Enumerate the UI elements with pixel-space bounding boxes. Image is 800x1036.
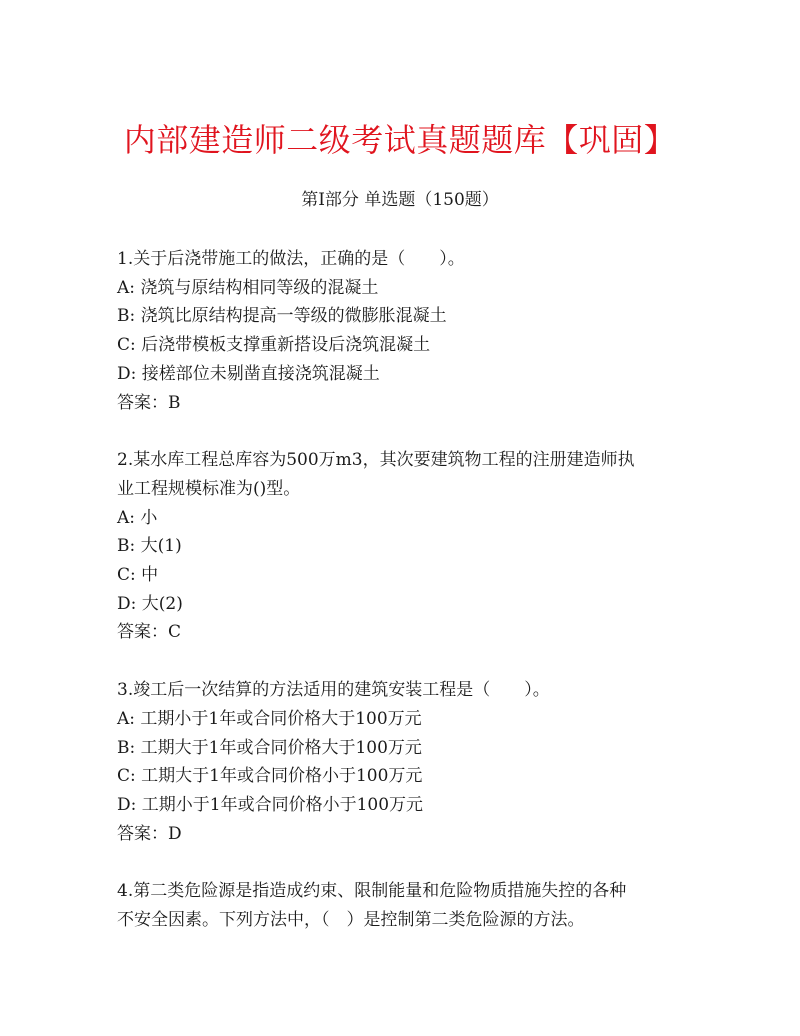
question-list — [117, 245, 697, 964]
question-stem-line-1: 2.某水库工程总库容为500万m3，其次要建筑物工程的注册建造师执 — [117, 450, 635, 471]
answer: 答案：B — [117, 392, 181, 413]
question-stem-line-2: 业工程规模标准为()型。 — [117, 478, 301, 499]
option-d: D: 大(2) — [117, 593, 183, 614]
option-b: B: 大(1) — [117, 536, 182, 557]
option-d: D: 接槎部位未剔凿直接浇筑混凝土 — [117, 363, 380, 384]
question-stem-line-2: 不安全因素。下列方法中，（ ）是控制第二类危险源的方法。 — [117, 910, 585, 931]
question-stem: 1.关于后浇带施工的做法，正确的是（ ）。 — [117, 249, 465, 269]
document-title: 内部建造师二级考试真题题库【巩固】 — [123, 121, 677, 159]
question-2 — [117, 446, 697, 647]
option-b: B: 工期大于1年或合同价格大于100万元 — [117, 737, 422, 758]
question-1 — [117, 245, 697, 417]
section-title: 第I部分 单选题（150题） — [301, 190, 499, 210]
option-b: B: 浇筑比原结构提高一等级的微膨胀混凝土 — [117, 306, 447, 327]
option-a: A: 工期小于1年或合同价格大于100万元 — [117, 708, 422, 729]
question-4 — [117, 877, 697, 934]
option-c: C: 中 — [117, 565, 159, 586]
answer: 答案：D — [117, 823, 182, 844]
option-a: A: 浇筑与原结构相同等级的混凝土 — [117, 277, 379, 298]
question-stem: 3.竣工后一次结算的方法适用的建筑安装工程是（ ）。 — [117, 680, 550, 701]
option-d: D: 工期小于1年或合同价格小于100万元 — [117, 794, 424, 815]
question-stem-line-1: 4.第二类危险源是指造成约束、限制能量和危险物质措施失控的各种 — [117, 881, 627, 902]
option-c: C: 工期大于1年或合同价格小于100万元 — [117, 766, 423, 787]
answer: 答案：C — [117, 622, 182, 643]
question-3 — [117, 676, 697, 848]
option-c: C: 后浇带模板支撑重新搭设后浇筑混凝土 — [117, 335, 431, 356]
option-a: A: 小 — [117, 507, 158, 528]
